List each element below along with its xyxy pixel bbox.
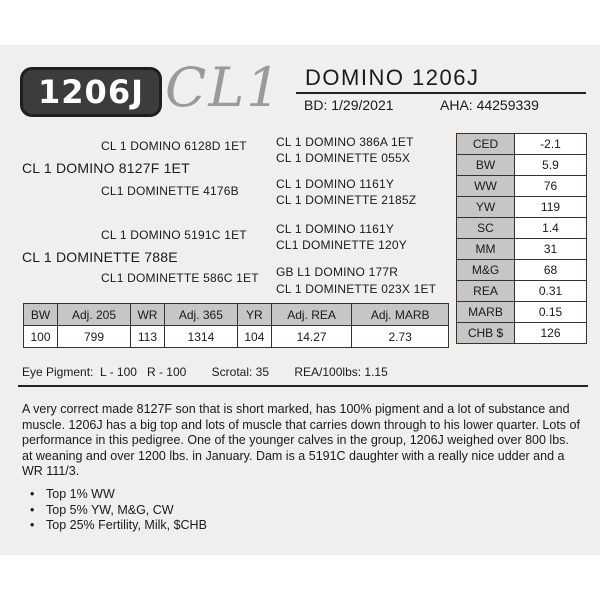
epd-value: 1.4 (515, 218, 587, 239)
perf-header-wr: WR (130, 304, 164, 326)
pedigree-dsd: CL1 DOMINETTE 120Y (276, 238, 407, 252)
perf-value-bw: 100 (24, 326, 58, 348)
traits-line (22, 365, 578, 379)
pedigree-ssd: CL 1 DOMINETTE 055X (276, 151, 411, 165)
perf-value-wr: 113 (130, 326, 164, 348)
epd-value: 31 (515, 239, 587, 260)
scrotal: Scrotal: 35 (211, 365, 270, 379)
pedigree-dam-dam: CL1 DOMINETTE 586C 1ET (101, 271, 259, 285)
birth-date: BD: 1/29/2021 (304, 97, 394, 113)
highlight-item: • Top 1% WW (30, 487, 570, 503)
perf-value-adj205: 799 (58, 326, 131, 348)
perf-header-yr: YR (237, 304, 271, 326)
epd-label: BW (457, 155, 515, 176)
perf-header-adjmarb: Adj. MARB (352, 304, 449, 326)
name-underline (296, 92, 586, 94)
epd-row (457, 197, 587, 218)
epd-value: 0.15 (515, 302, 587, 323)
perf-value-yr: 104 (237, 326, 271, 348)
highlight-item: • Top 5% YW, M&G, CW (30, 503, 570, 519)
epd-label: YW (457, 197, 515, 218)
perf-header-bw: BW (24, 304, 58, 326)
epd-value: 0.31 (515, 281, 587, 302)
pedigree-sire: CL 1 DOMINO 8127F 1ET (22, 160, 190, 176)
epd-value: 126 (515, 323, 587, 344)
epd-label: MARB (457, 302, 515, 323)
perf-value-adj365: 1314 (164, 326, 237, 348)
epd-table (456, 133, 587, 344)
epd-value: 119 (515, 197, 587, 218)
description: A very correct made 8127F son that is short marked, has 100% pigment and a lot of substance and muscle. 1206J has a big top and lots of muscle that carries down through to his lower quarter. Lots of performance in this pedigree. One of the younger calves in the group, 1206J weighed over 800 lbs. at weaning and over 1200 lbs. in January. Dam is a 5191C daughter with a really nice udder and a WR 111/3. (22, 402, 580, 478)
perf-value-adjrea: 14.27 (271, 326, 351, 348)
epd-label: M&G (457, 260, 515, 281)
epd-value: 76 (515, 176, 587, 197)
pedigree-dam: CL 1 DOMINETTE 788E (22, 249, 178, 265)
performance-header-row (24, 304, 449, 326)
aha-registration: AHA: 44259339 (440, 97, 539, 113)
highlights-list (30, 487, 570, 534)
ranch-logo: CL1 (165, 56, 283, 119)
pedigree-dss: CL 1 DOMINO 1161Y (276, 222, 395, 236)
performance-table (23, 303, 449, 348)
pedigree-dds: GB L1 DOMINO 177R (276, 265, 399, 279)
pedigree-sdd: CL 1 DOMINETTE 2185Z (276, 193, 417, 207)
epd-row (457, 176, 587, 197)
perf-value-adjmarb: 2.73 (352, 326, 449, 348)
perf-header-adj365: Adj. 365 (164, 304, 237, 326)
perf-header-adj205: Adj. 205 (58, 304, 131, 326)
epd-label: MM (457, 239, 515, 260)
pedigree-sss: CL 1 DOMINO 386A 1ET (276, 135, 414, 149)
epd-row (457, 281, 587, 302)
epd-row (457, 218, 587, 239)
pedigree-ddd: CL 1 DOMINETTE 023X 1ET (276, 282, 437, 296)
performance-value-row (24, 326, 449, 348)
lot-card (0, 45, 600, 555)
epd-value: 5.9 (515, 155, 587, 176)
epd-row (457, 134, 587, 155)
eye-pigment: Eye Pigment: L - 100 R - 100 (22, 365, 187, 379)
epd-value: -2.1 (515, 134, 587, 155)
pedigree-sire-dam: CL1 DOMINETTE 4176B (101, 184, 239, 198)
rea-per-100lbs: REA/100lbs: 1.15 (294, 365, 388, 379)
epd-row (457, 260, 587, 281)
epd-label: CED (457, 134, 515, 155)
lot-number-badge: 1206J (20, 67, 162, 117)
pedigree-sds: CL 1 DOMINO 1161Y (276, 177, 395, 191)
epd-label: WW (457, 176, 515, 197)
epd-value: 68 (515, 260, 587, 281)
epd-row (457, 302, 587, 323)
highlight-item: • Top 25% Fertility, Milk, $CHB (30, 518, 570, 534)
epd-row (457, 323, 587, 344)
epd-label: SC (457, 218, 515, 239)
epd-label: CHB $ (457, 323, 515, 344)
epd-row (457, 155, 587, 176)
bull-name: DOMINO 1206J (305, 65, 480, 90)
section-divider (18, 385, 588, 387)
pedigree-dam-sire: CL 1 DOMINO 5191C 1ET (101, 228, 247, 242)
perf-header-adjrea: Adj. REA (271, 304, 351, 326)
pedigree-sire-sire: CL 1 DOMINO 6128D 1ET (101, 139, 247, 153)
epd-row (457, 239, 587, 260)
epd-label: REA (457, 281, 515, 302)
